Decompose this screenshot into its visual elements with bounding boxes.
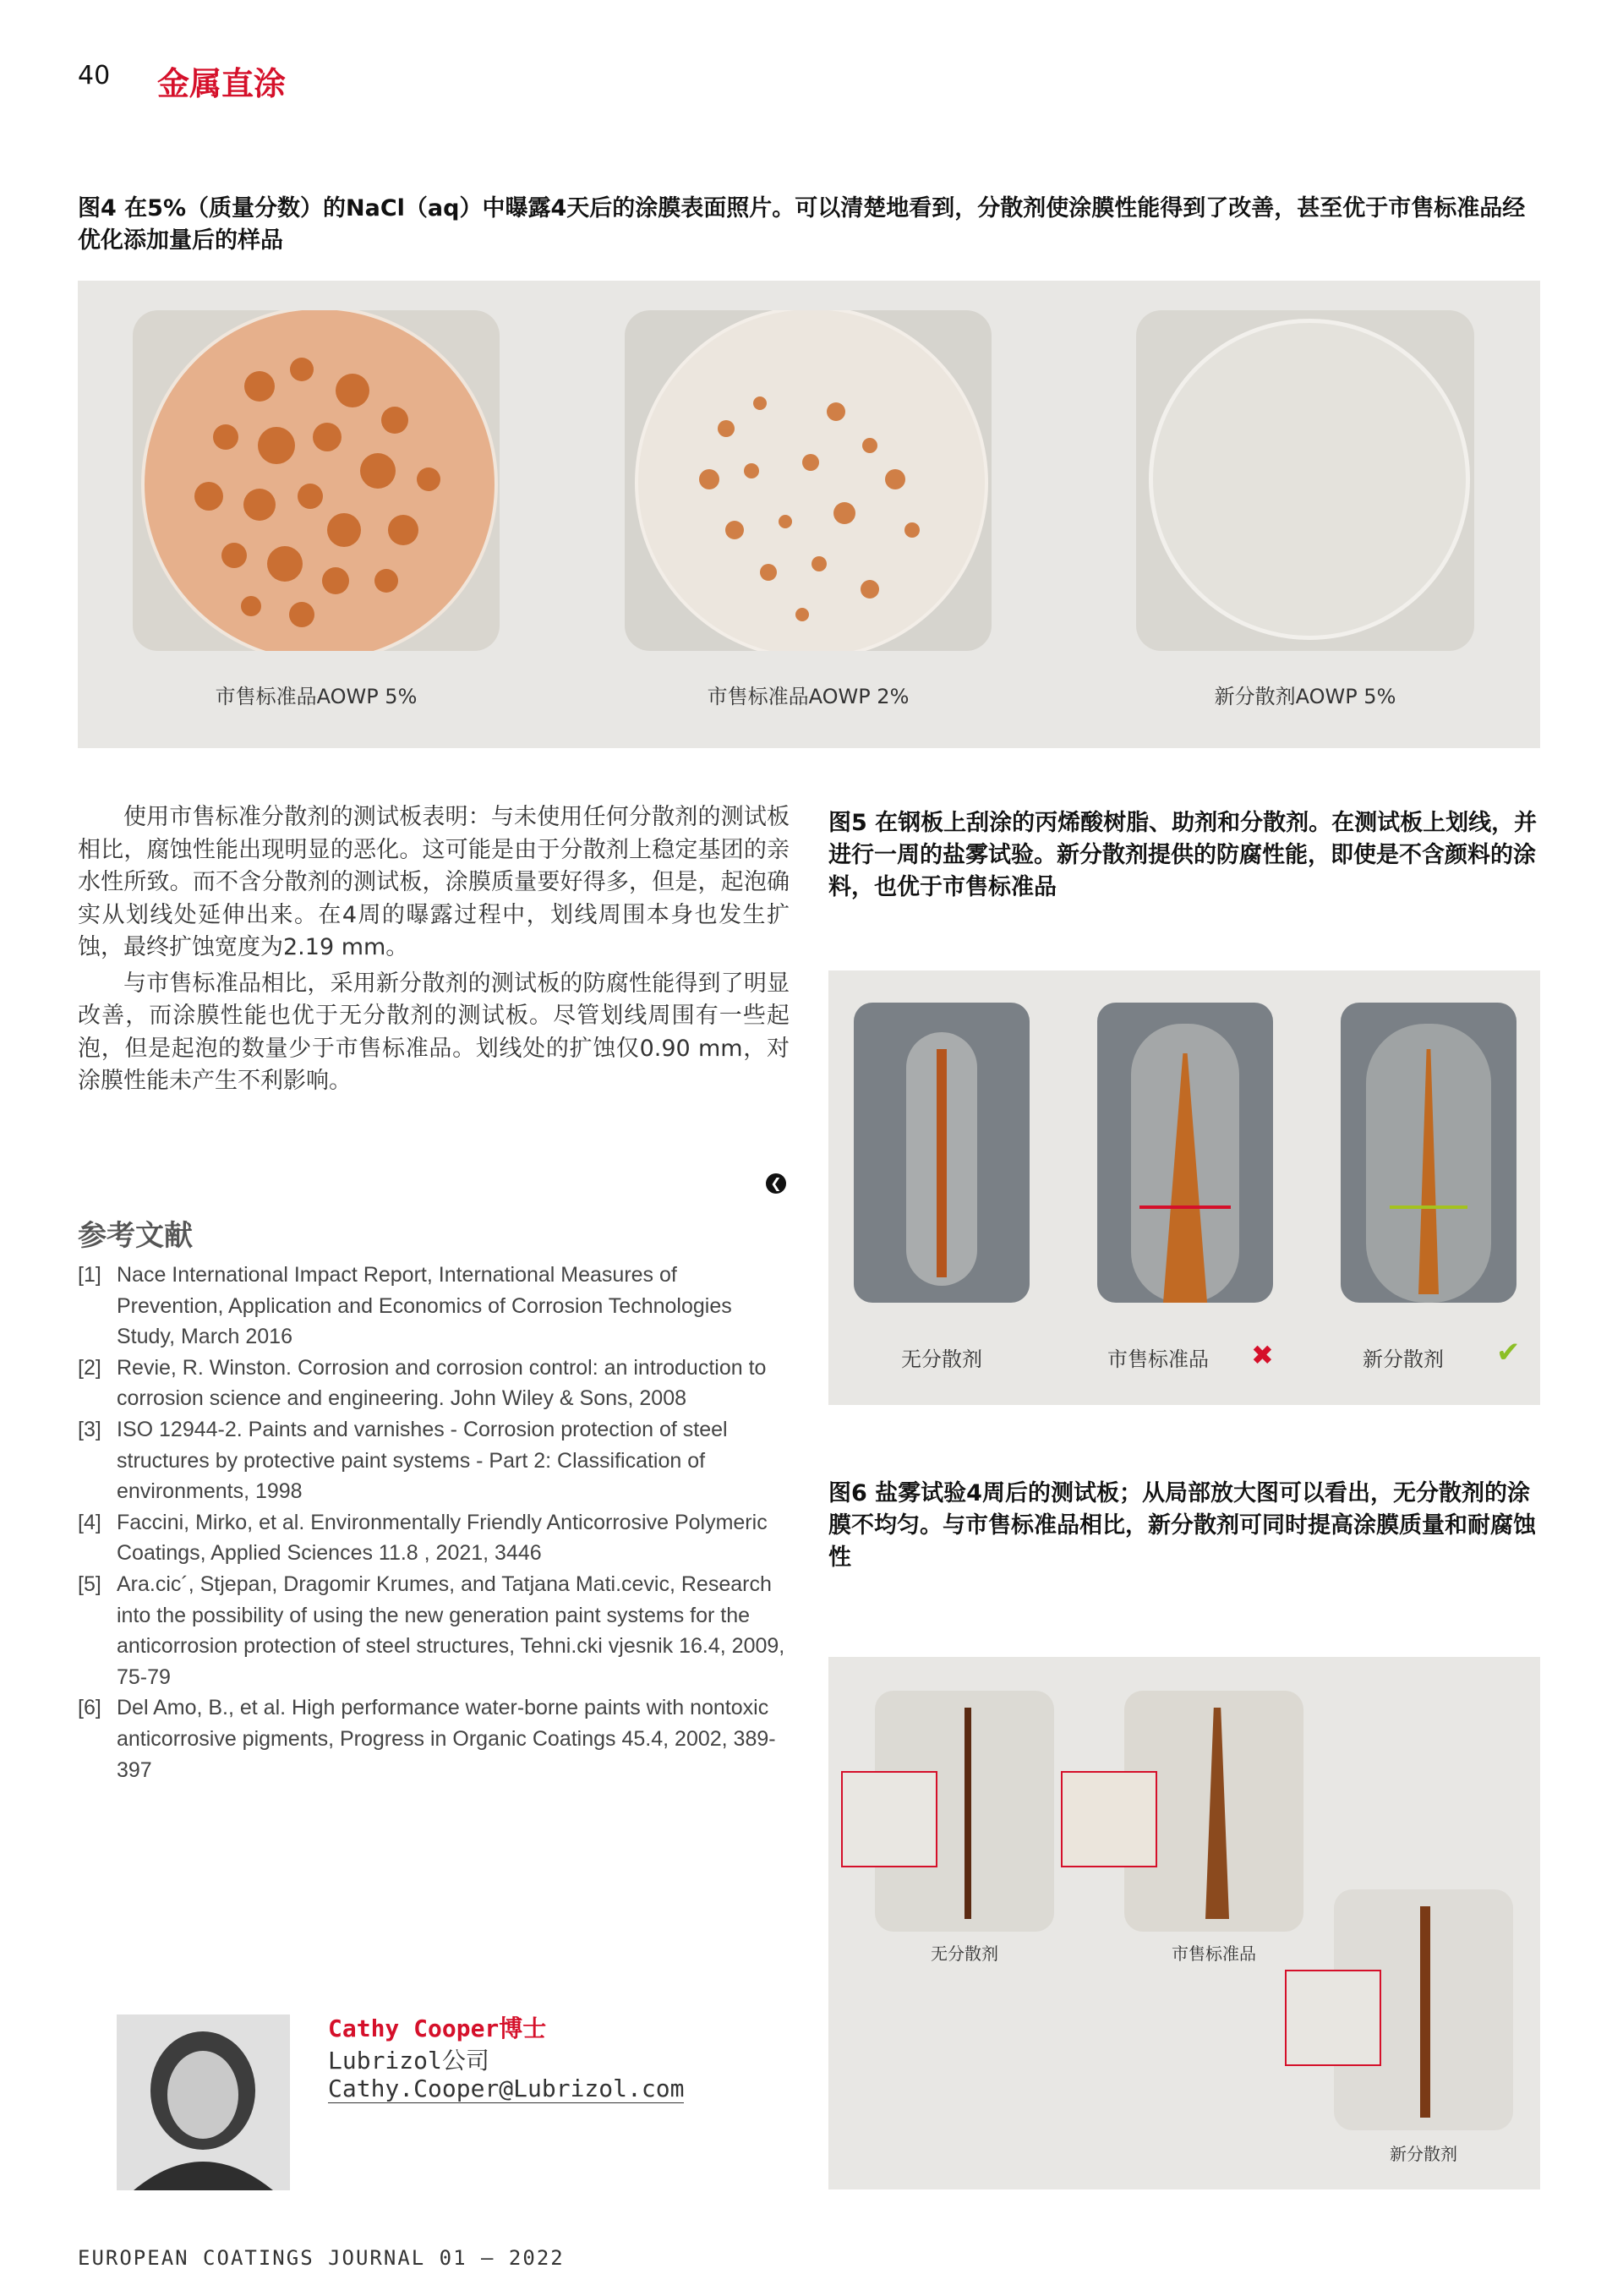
reference-item: [3] ISO 12944-2. Paints and varnishes - Corrosion protection of steel structures by protective paint systems - Part 2: Classification of environments, 1998 <box>78 1417 728 1504</box>
body-paragraph-1: 使用市售标准分散剂的测试板表明：与未使用任何分散剂的测试板相比，腐蚀性能出现明显的恶化。这可能是由于分散剂上稳定基团的亲水性所致。而不含分散剂的测试板，涂膜质量要好得多，但是，起泡确实从划线处延伸出来。在4周的曝露过程中，划线周围本身也发生扩蚀，最终扩蚀宽度为2.19 mm。 <box>78 804 790 960</box>
zoom-inset-3 <box>1285 1970 1381 2066</box>
width-arrow-red <box>1139 1205 1231 1209</box>
figure6-panel <box>828 1657 1540 2189</box>
reference-item: [6] Del Amo, B., et al. High performance water-borne paints with nontoxic anticorrosive pigments, Progress in Organic Coatings 45.4, 2002, 389-397 <box>78 1696 776 1782</box>
dish-photo-1 <box>133 310 500 651</box>
dish-label-3: 新分散剂AOWP 5% <box>1214 685 1396 708</box>
article-end-icon: ❮ <box>766 1173 786 1194</box>
reference-item: [2] Revie, R. Winston. Corrosion and corrosion control: an introduction to corrosion science and engineering. John Wiley & Sons, 2008 <box>78 1355 767 1411</box>
body-text <box>78 801 790 1098</box>
figure5-caption: 图5 在钢板上刮涂的丙烯酸树脂、助剂和分散剂。在测试板上划线，并进行一周的盐雾试验。新分散剂提供的防腐性能，即使是不含颜料的涂料，也优于市售标准品 <box>828 810 1538 900</box>
test-panel-photo-1 <box>854 1003 1030 1303</box>
panel-label-1: 无分散剂 <box>901 1348 982 1371</box>
references-list <box>78 1260 790 1785</box>
page-number: 40 <box>78 61 111 90</box>
reference-item: [4] Faccini, Mirko, et al. Environmentally Friendly Anticorrosive Polymeric Coatings, Applied Sciences 11.8 , 2021, 3446 <box>78 1510 768 1566</box>
check-icon: ✔ <box>1496 1336 1521 1369</box>
figure4-panel <box>78 281 1540 748</box>
dish-photo-3 <box>1136 310 1474 651</box>
test-panel-photo-2 <box>1097 1003 1273 1303</box>
author-photo <box>117 2014 290 2190</box>
rust-spots-dense <box>133 310 500 651</box>
references-title: 参考文献 <box>78 1219 193 1253</box>
zoom-inset-1 <box>841 1771 937 1867</box>
author-email[interactable]: Cathy.Cooper@Lubrizol.com <box>328 2075 685 2102</box>
zoom-label-2: 市售标准品 <box>1172 1943 1256 1964</box>
author-company: Lubrizol公司 <box>328 2047 489 2075</box>
figure6-caption: 图6 盐雾试验4周后的测试板；从局部放大图可以看出，无分散剂的涂膜不均匀。与市售标准品相比，新分散剂可同时提高涂膜质量和耐腐蚀性 <box>828 1480 1536 1571</box>
dish-photo-2 <box>625 310 992 651</box>
section-title: 金属直涂 <box>157 65 287 102</box>
reference-item: [5] Ara.cic´, Stjepan, Dragomir Krumes, and Tatjana Mati.cevic, Research into the possibility of using the new generation paint systems for the anticorrosion protection of steel structures, Tehni.cki vjesnik 16.4, 2009, 75-79 <box>78 1572 785 1689</box>
author-name: Cathy Cooper博士 <box>328 2014 547 2042</box>
author-silhouette <box>117 2014 290 2190</box>
dish-label-1: 市售标准品AOWP 5% <box>215 685 418 708</box>
panel-label-2: 市售标准品 <box>1107 1348 1209 1371</box>
reference-item: [1] Nace International Impact Report, International Measures of Prevention, Application and Economics of Corrosion Technologies Study, March 2016 <box>78 1263 732 1349</box>
cross-icon: ✖ <box>1251 1339 1274 1371</box>
zoom-label-3: 新分散剂 <box>1390 2144 1457 2164</box>
zoom-inset-2 <box>1061 1771 1157 1867</box>
footer-journal: EUROPEAN COATINGS JOURNAL 01 – 2022 <box>78 2246 565 2270</box>
body-paragraph-2: 与市售标准品相比，采用新分散剂的测试板的防腐性能得到了明显改善，而涂膜性能也优于无分散剂的测试板。尽管划线周围有一些起泡，但是起泡的数量少于市售标准品。划线处的扩蚀仅0.90 mm，对涂膜性能未产生不利影响。 <box>78 970 790 1094</box>
figure4-caption: 图4 在5%（质量分数）的NaCl（aq）中曝露4天后的涂膜表面照片。可以清楚地看到，分散剂使涂膜性能得到了改善，甚至优于市售标准品经优化添加量后的样品 <box>78 195 1526 254</box>
dish-label-2: 市售标准品AOWP 2% <box>707 685 910 708</box>
figure5-panel <box>828 970 1540 1405</box>
test-panel-photo-3 <box>1341 1003 1516 1303</box>
panel-label-3: 新分散剂 <box>1363 1348 1444 1371</box>
rust-spots-medium <box>625 310 992 651</box>
zoom-label-1: 无分散剂 <box>931 1943 998 1964</box>
width-arrow-green <box>1390 1205 1467 1209</box>
